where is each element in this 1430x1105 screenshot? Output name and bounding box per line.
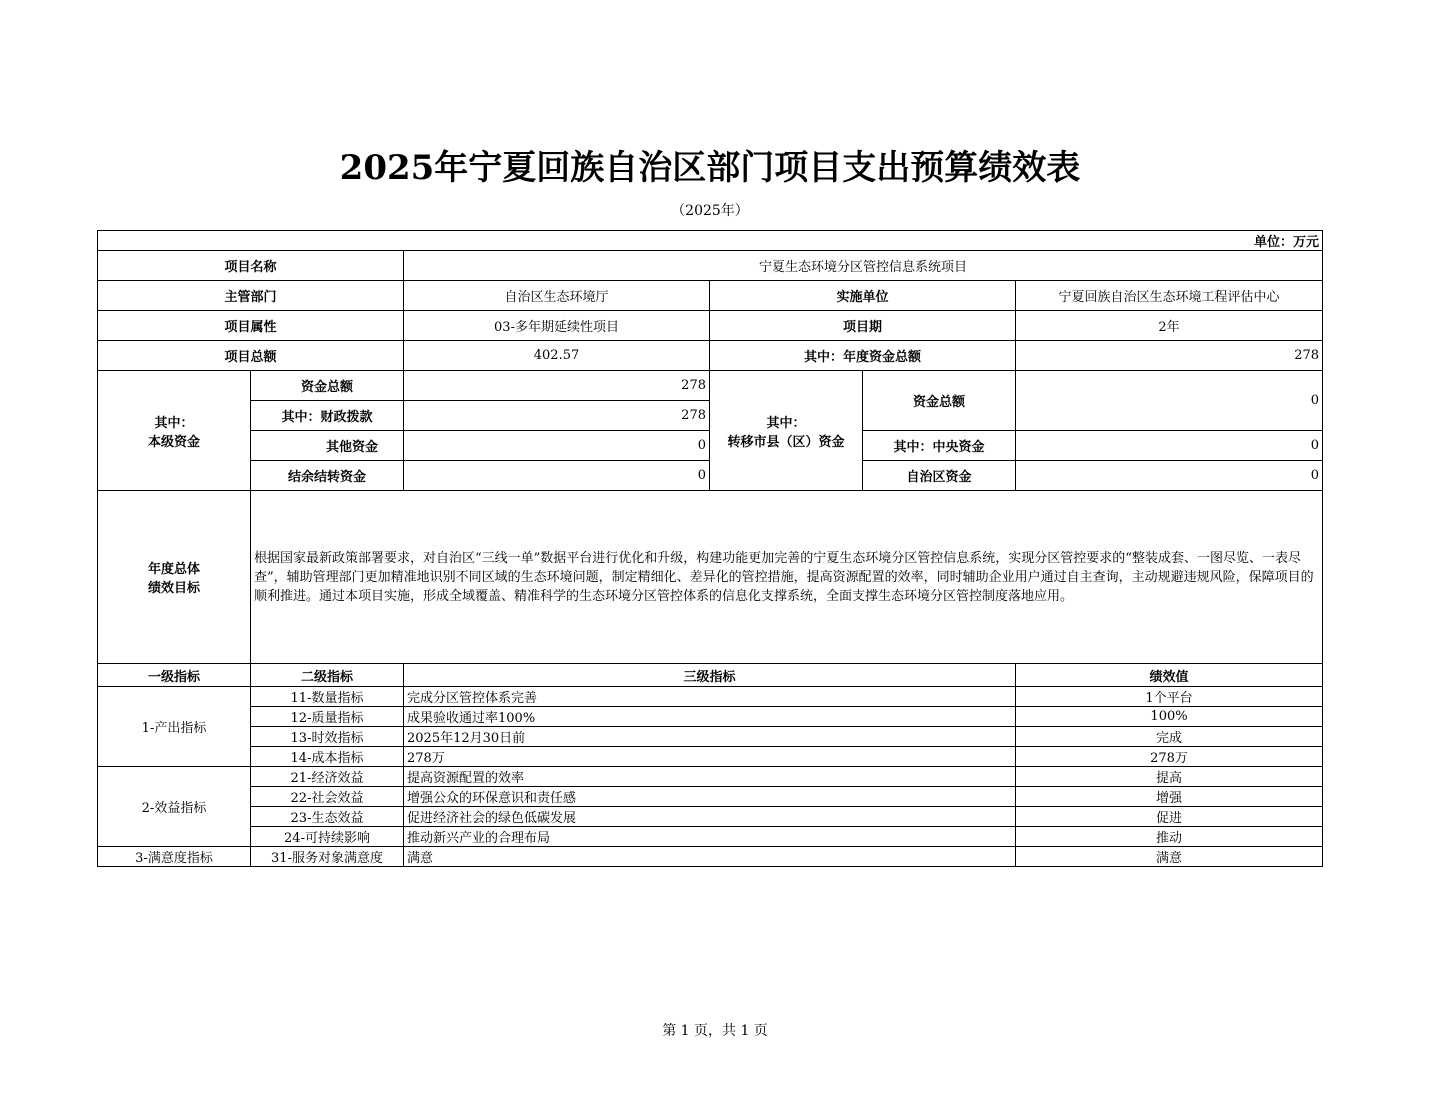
table-row [98,787,1323,807]
indicator-level1: 3-满意度指标 [98,847,251,867]
transfer-funds-label [710,371,863,491]
indicator-level2: 11-数量指标 [251,687,404,707]
dept-label: 主管部门 [98,281,404,311]
transfer-fund-value: 0 [1016,371,1323,431]
table-row [98,847,1323,867]
indicator-value: 100% [1016,707,1323,727]
transfer-fund-label: 资金总额 [863,371,1016,431]
local-fund-value: 0 [404,461,710,491]
col-header-level3: 三级指标 [404,664,1016,687]
indicator-level2: 21-经济效益 [251,767,404,787]
indicator-level2: 13-时效指标 [251,727,404,747]
indicator-level3: 满意 [404,847,1016,867]
local-fund-label: 资金总额 [251,371,404,401]
transfer-fund-label: 自治区资金 [863,461,1016,491]
indicator-level2: 14-成本指标 [251,747,404,767]
transfer-fund-label: 其中：中央资金 [863,431,1016,461]
goal-text: 根据国家最新政策部署要求，对自治区“三线一单”数据平台进行优化和升级，构建功能更加完善的宁夏生态环境分区管控信息系统，实现分区管控要求的“整装成套、一图尽览、一表尽查”，辅助管理部门更加精准地识别不同区域的生态环境问题，制定精细化、差异化的管控措施，提高资源配置的效率，同时辅助企业用户通过自主查询，主动规避违规风险，保障项目的顺利推进。通过本项目实施，形成全域覆盖、精准科学的生态环境分区管控体系的信息化支撑系统，全面支撑生态环境分区管控制度落地应用。 [251,491,1323,664]
dept-value: 自治区生态环境厅 [404,281,710,311]
indicator-level1: 1-产出指标 [98,687,251,767]
indicator-value: 推动 [1016,827,1323,847]
local-fund-label: 其他资金 [251,431,404,461]
table-row [98,727,1323,747]
attr-label: 项目属性 [98,311,404,341]
transfer-fund-value: 0 [1016,461,1323,491]
col-header-level1: 一级指标 [98,664,251,687]
total-label: 项目总额 [98,341,404,371]
annual-label: 其中：年度资金总额 [710,341,1016,371]
table-row [98,707,1323,727]
transfer-funds-label-line1: 其中： [766,415,806,431]
indicator-value: 促进 [1016,807,1323,827]
page-title: 2025年宁夏回族自治区部门项目支出预算绩效表 [339,148,1081,188]
local-fund-value: 0 [404,431,710,461]
local-fund-label: 其中：财政拨款 [251,401,404,431]
transfer-fund-value: 0 [1016,431,1323,461]
indicator-level3: 推动新兴产业的合理布局 [404,827,1016,847]
indicator-level3: 提高资源配置的效率 [404,767,1016,787]
col-header-value: 绩效值 [1016,664,1323,687]
col-header-level2: 二级指标 [251,664,404,687]
indicator-value: 完成 [1016,727,1323,747]
period-value: 2年 [1016,311,1323,341]
local-fund-label: 结余结转资金 [251,461,404,491]
local-fund-value: 278 [404,401,710,431]
indicator-level2: 12-质量指标 [251,707,404,727]
table-row [98,747,1323,767]
unit-label: 单位：万元 [98,231,1323,251]
goal-label-line1: 年度总体 [147,562,200,577]
table-row [98,827,1323,847]
table-row [98,687,1323,707]
indicator-level2: 24-可持续影响 [251,827,404,847]
total-value: 402.57 [404,341,710,371]
impl-value: 宁夏回族自治区生态环境工程评估中心 [1016,281,1323,311]
transfer-funds-label-line2: 转移市县（区）资金 [727,434,845,450]
indicator-level3: 成果验收通过率100% [404,707,1016,727]
local-funds-label-line1: 其中： [154,415,194,431]
local-funds-label-line2: 本级资金 [147,434,200,450]
table-row [98,767,1323,787]
indicator-level1: 2-效益指标 [98,767,251,847]
page-subtitle: （2025年） [671,203,749,219]
project-name-label: 项目名称 [98,251,404,281]
indicator-level3: 促进经济社会的绿色低碳发展 [404,807,1016,827]
indicator-value: 增强 [1016,787,1323,807]
indicator-value: 提高 [1016,767,1323,787]
performance-table [97,230,1323,867]
goal-label [98,491,251,664]
indicator-level3: 完成分区管控体系完善 [404,687,1016,707]
attr-value: 03-多年期延续性项目 [404,311,710,341]
period-label: 项目期 [710,311,1016,341]
indicator-level2: 31-服务对象满意度 [251,847,404,867]
indicator-level3: 278万 [404,747,1016,767]
indicator-value: 278万 [1016,747,1323,767]
annual-value: 278 [1016,341,1323,371]
indicator-level2: 22-社会效益 [251,787,404,807]
impl-label: 实施单位 [710,281,1016,311]
local-funds-label [98,371,251,491]
goal-label-line2: 绩效目标 [147,581,200,596]
page-footer: 第 1 页，共 1 页 [662,1023,768,1039]
indicator-level3: 2025年12月30日前 [404,727,1016,747]
indicator-value: 满意 [1016,847,1323,867]
local-fund-value: 278 [404,371,710,401]
table-row [98,807,1323,827]
indicator-value: 1个平台 [1016,687,1323,707]
indicator-level3: 增强公众的环保意识和责任感 [404,787,1016,807]
project-name-value: 宁夏生态环境分区管控信息系统项目 [404,251,1323,281]
indicator-level2: 23-生态效益 [251,807,404,827]
